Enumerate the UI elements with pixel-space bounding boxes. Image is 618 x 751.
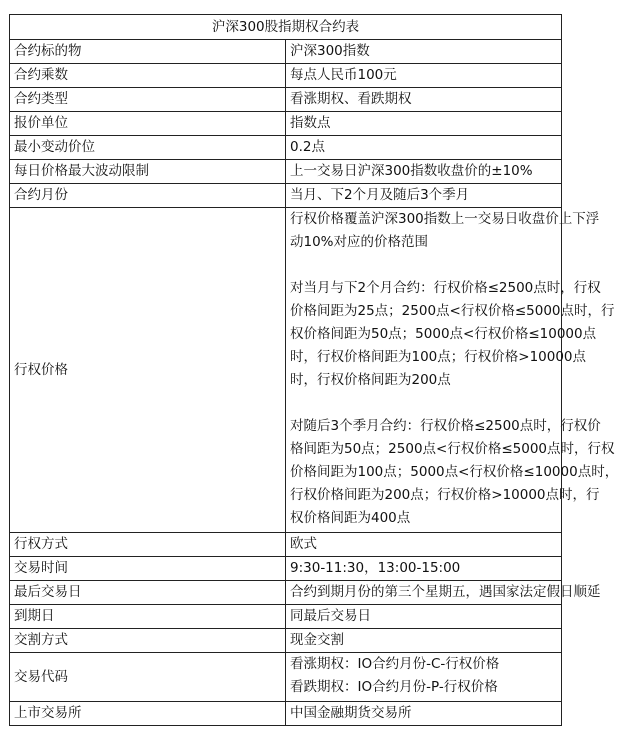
row-label: 上市交易所: [10, 702, 286, 726]
trading-code-row: [10, 653, 562, 702]
table-title-row: [10, 15, 562, 40]
table-row: [10, 40, 562, 64]
table-row: [10, 184, 562, 208]
strike-text-line: 权价格间距为400点: [290, 510, 411, 526]
table-row: [10, 112, 562, 136]
row-value: 0.2点: [286, 136, 562, 160]
trading-code-call: 看涨期权：IO合约月份-C-行权价格: [290, 656, 500, 672]
strike-text-line: 行权价格间距为200点；行权价格>10000点时，行: [290, 487, 600, 503]
row-value: 当月、下2个月及随后3个季月: [286, 184, 562, 208]
strike-text-line: 行权价格覆盖沪深300指数上一交易日收盘价上下浮: [290, 211, 600, 227]
strike-price-row: [10, 208, 562, 533]
trading-code-values: [286, 653, 562, 702]
table-row: [10, 581, 562, 605]
paragraph-gap: [290, 392, 557, 415]
strike-text-line: 权价格间距为50点；5000点<行权价格≤10000点: [290, 326, 597, 342]
table-row: [10, 160, 562, 184]
row-value: 沪深300指数: [286, 40, 562, 64]
row-label: 最小变动价位: [10, 136, 286, 160]
table-row: [10, 533, 562, 557]
strike-text-line: 时，行权价格间距为100点；行权价格>10000点: [290, 349, 587, 365]
row-label: 交易时间: [10, 557, 286, 581]
strike-text-line: 格间距为50点；2500点<行权价格≤5000点时，行权: [290, 441, 615, 457]
trading-code-put: 看跌期权：IO合约月份-P-行权价格: [290, 679, 498, 695]
row-value: 同最后交易日: [286, 605, 562, 629]
row-value: 现金交割: [286, 629, 562, 653]
row-label: 行权价格: [10, 208, 286, 533]
strike-price-description: [286, 208, 618, 533]
row-label: 交割方式: [10, 629, 286, 653]
row-label: 行权方式: [10, 533, 286, 557]
paragraph-gap: [290, 254, 557, 277]
table-row: [10, 557, 562, 581]
table-row: [10, 64, 562, 88]
strike-text-line: 价格间距为25点；2500点<行权价格≤5000点时，行: [290, 303, 615, 319]
row-value: 上一交易日沪深300指数收盘价的±10%: [286, 160, 562, 184]
contract-spec-table: [9, 14, 618, 726]
strike-text-line: 对当月与下2个月合约：行权价格≤2500点时，行权: [290, 280, 601, 296]
row-label: 合约乘数: [10, 64, 286, 88]
row-value: 看涨期权、看跌期权: [286, 88, 562, 112]
strike-text-line: 对随后3个季月合约：行权价格≤2500点时，行权价: [290, 418, 601, 434]
row-label: 最后交易日: [10, 581, 286, 605]
strike-text-line: 价格间距为100点；5000点<行权价格≤10000点时，: [290, 464, 618, 480]
table-title: 沪深300股指期权合约表: [10, 15, 562, 40]
table-row: [10, 702, 562, 726]
row-label: 合约标的物: [10, 40, 286, 64]
row-label: 合约类型: [10, 88, 286, 112]
row-label: 到期日: [10, 605, 286, 629]
row-label: 每日价格最大波动限制: [10, 160, 286, 184]
row-value: 9:30-11:30，13:00-15:00: [286, 557, 562, 581]
row-value: 中国金融期货交易所: [286, 702, 562, 726]
table-row: [10, 605, 562, 629]
table-row: [10, 136, 562, 160]
row-label: 合约月份: [10, 184, 286, 208]
contract-spec-sheet: [9, 14, 618, 726]
row-value: 合约到期月份的第三个星期五，遇国家法定假日顺延: [286, 581, 562, 605]
strike-text-line: 动10%对应的价格范围: [290, 234, 429, 250]
row-value: 指数点: [286, 112, 562, 136]
row-value: 欧式: [286, 533, 562, 557]
row-label: 交易代码: [10, 653, 286, 702]
row-label: 报价单位: [10, 112, 286, 136]
row-value: 每点人民币100元: [286, 64, 562, 88]
table-row: [10, 629, 562, 653]
table-row: [10, 88, 562, 112]
strike-text-line: 时，行权价格间距为200点: [290, 372, 451, 388]
